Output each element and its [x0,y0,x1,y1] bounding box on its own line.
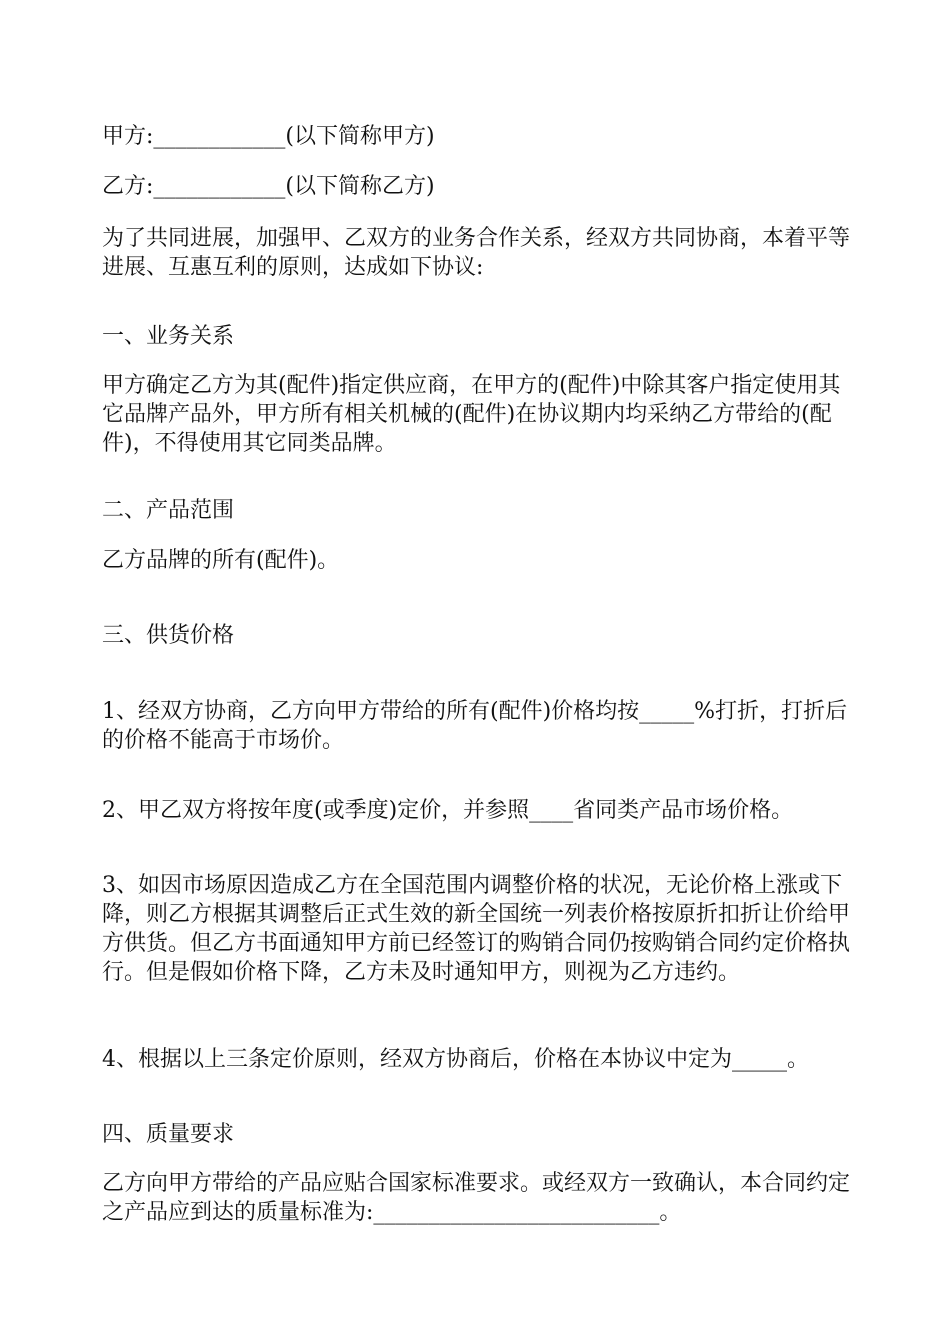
price-clause-3: 3、如因市场原因造成乙方在全国范围内调整价格的状况，无论价格上涨或下降，则乙方根据其调整后正式生效的新全国统一列表价格按原折扣折让价给甲方供货。但乙方书面通知甲方前已经签订的购销合同仍按购销合同约定价格执行。但是假如价格下降，乙方未及时通知甲方，则视为乙方违约。 [102,873,851,985]
section-1-heading: 一、业务关系 [102,324,235,349]
party-b-line: 乙方:____________(以下简称乙方) [102,174,435,199]
section-1-body: 甲方确定乙方为其(配件)指定供应商，在甲方的(配件)中除其客户指定使用其它品牌产品外，甲方所有相关机械的(配件)在协议期内均采纳乙方带给的(配件)，不得使用其它同类品牌。 [102,373,841,456]
price-clause-4: 4、根据以上三条定价原则，经双方协商后，价格在本协议中定为_____。 [102,1047,809,1072]
section-2-body: 乙方品牌的所有(配件)。 [102,548,340,573]
section-4-heading: 四、质量要求 [102,1122,235,1147]
price-clause-1: 1、经双方协商，乙方向甲方带给的所有(配件)价格均按_____%打折，打折后的价格不能高于市场价。 [102,699,848,753]
price-clause-2: 2、甲乙双方将按年度(或季度)定价，并参照____省同类产品市场价格。 [102,798,794,823]
preamble-paragraph: 为了共同进展，加强甲、乙双方的业务合作关系，经双方共同协商，本着平等进展、互惠互利的原则，达成如下协议: [102,226,851,280]
section-4-body: 乙方向甲方带给的产品应贴合国家标准要求。或经双方一致确认，本合同约定之产品应到达的质量标准为:__________________________。 [102,1171,851,1225]
party-a-line: 甲方:____________(以下简称甲方) [102,124,435,149]
section-2-heading: 二、产品范围 [102,498,235,523]
section-3-heading: 三、供货价格 [102,623,235,648]
